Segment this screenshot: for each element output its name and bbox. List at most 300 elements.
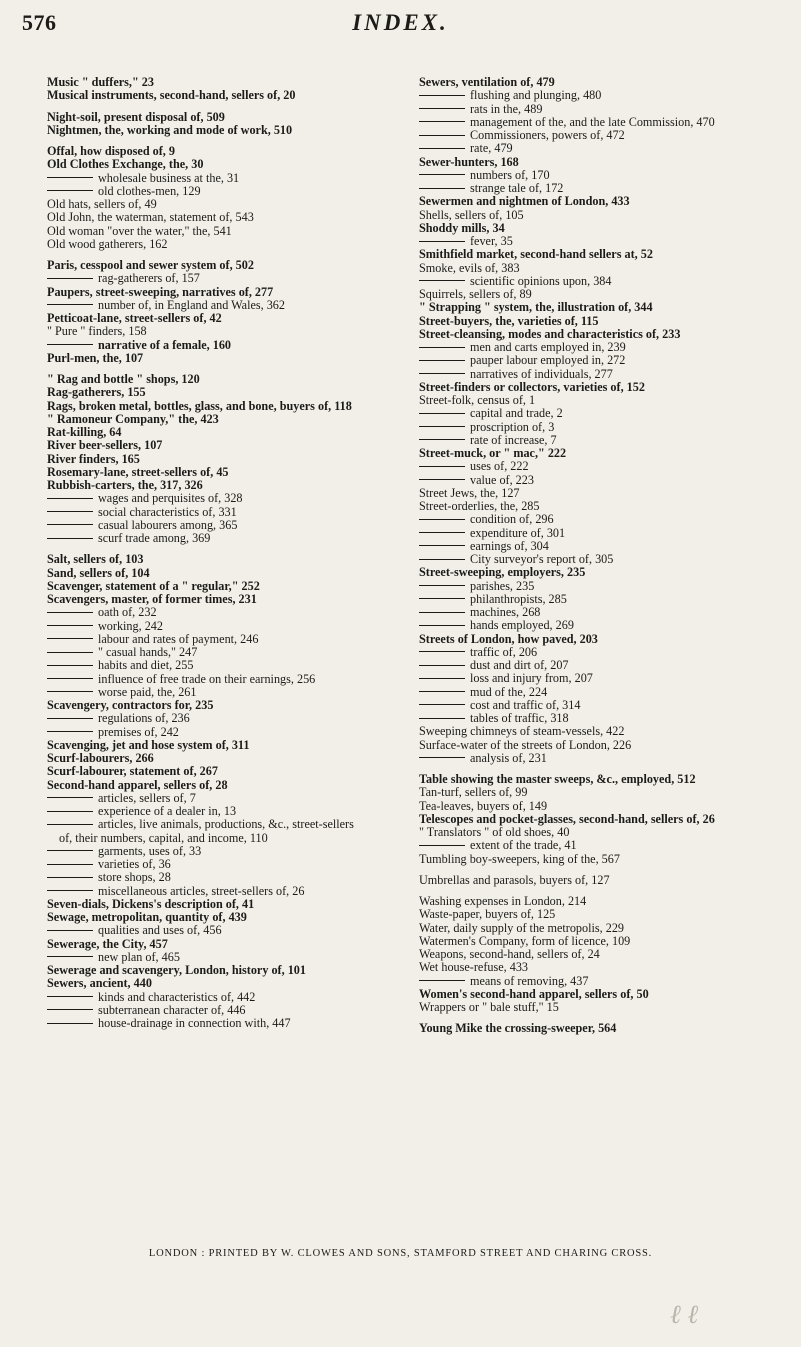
entry-text: Wet house-refuse, 433: [419, 960, 529, 975]
index-subentry: [419, 527, 791, 540]
entry-text: Scurf-labourer, statement of, 267: [47, 764, 218, 779]
entry-text: Sewerage and scavengery, London, history of, 101: [47, 963, 306, 977]
index-entry: [419, 895, 791, 908]
index-subentry: [47, 686, 392, 699]
index-subentry: [47, 712, 392, 725]
entry-text: Street-cleansing, modes and characteristics of, 233: [419, 326, 681, 341]
ditto-dash: [47, 811, 93, 812]
index-subentry: [47, 924, 392, 937]
ditto-dash: [47, 1009, 93, 1010]
index-subentry: [419, 235, 791, 248]
ditto-dash: [47, 652, 93, 653]
entry-text: expenditure of, 301: [470, 525, 566, 540]
index-entry: [419, 209, 791, 222]
entry-text: " Translators " of old shoes, 40: [419, 825, 570, 839]
index-entry: [47, 580, 392, 593]
entry-text: Tumbling boy-sweepers, king of the, 567: [419, 851, 620, 866]
ditto-dash: [47, 524, 93, 525]
index-entry: [419, 988, 791, 1001]
index-subentry: [419, 434, 791, 447]
entry-text: parishes, 235: [470, 578, 535, 593]
index-entry: [47, 158, 392, 171]
index-subentry: [419, 460, 791, 473]
entry-text: Scavenging, jet and hose system of, 311: [47, 737, 250, 752]
index-entry: [47, 373, 392, 386]
entry-text: strange tale of, 172: [470, 181, 564, 195]
entry-text: Telescopes and pocket-glasses, second-hand, sellers of, 26: [419, 811, 715, 826]
index-entry: [47, 124, 392, 137]
index-entry: [47, 964, 392, 977]
entry-text: qualities and uses of, 456: [98, 923, 222, 938]
entry-text: Rag-gatherers, 155: [47, 385, 146, 400]
entry-text: Women's second-hand apparel, sellers of, 50: [419, 986, 649, 1001]
entry-text: Rat-killing, 64: [47, 425, 122, 439]
entry-text: Rosemary-lane, street-sellers of, 45: [47, 464, 229, 479]
index-entry: [419, 853, 791, 866]
index-subentry: [419, 686, 791, 699]
index-entry: [419, 800, 791, 813]
index-subentry: [419, 407, 791, 420]
index-subentry: [47, 339, 392, 352]
entry-text: Street-muck, or " mac," 222: [419, 446, 567, 460]
index-subentry: [47, 673, 392, 686]
ditto-dash: [419, 241, 465, 242]
index-entry: [419, 739, 791, 752]
index-entry: [419, 487, 791, 500]
entry-text: Tea-leaves, buyers of, 149: [419, 798, 548, 813]
index-entry: [47, 765, 392, 778]
ditto-dash: [419, 598, 465, 599]
entry-text: Old woman "over the water," the, 541: [47, 223, 232, 238]
entry-text: number of, in England and Wales, 362: [98, 297, 285, 312]
ditto-dash: [419, 413, 465, 414]
entry-text: Street-finders or collectors, varieties of, 152: [419, 379, 645, 394]
entry-text: Street-sweeping, employers, 235: [419, 565, 586, 580]
entry-text: Seven-dials, Dickens's description of, 41: [47, 896, 255, 911]
index-entry: [47, 286, 392, 299]
entry-text: Umbrellas and parasols, buyers of, 127: [419, 872, 610, 887]
index-entry: [47, 238, 392, 251]
index-subentry: [47, 172, 392, 185]
ditto-dash: [419, 704, 465, 705]
index-subentry: [419, 672, 791, 685]
index-entry: [47, 911, 392, 924]
index-entry: [47, 593, 392, 606]
ditto-dash: [419, 519, 465, 520]
index-entry: [47, 400, 392, 413]
index-entry: [419, 786, 791, 799]
running-title: INDEX.: [352, 10, 449, 35]
index-entry: [47, 898, 392, 911]
entry-text: new plan of, 465: [98, 949, 180, 964]
index-entry: [47, 977, 392, 990]
index-subentry: [419, 129, 791, 142]
index-subentry: [419, 142, 791, 155]
entry-text: Sand, sellers of, 104: [47, 565, 150, 580]
index-entry: [419, 908, 791, 921]
ditto-dash: [47, 498, 93, 499]
ditto-dash: [419, 980, 465, 981]
index-subentry: [419, 752, 791, 765]
ditto-dash: [47, 665, 93, 666]
entry-text: Wrappers or " bale stuff," 15: [419, 1000, 559, 1014]
ditto-dash: [47, 930, 93, 931]
entry-text: Sewers, ventilation of, 479: [419, 75, 555, 89]
entry-text: rate, 479: [470, 141, 513, 156]
index-entry: [419, 156, 791, 169]
entry-text: capital and trade, 2: [470, 406, 563, 421]
entry-text: kinds and characteristics of, 442: [98, 989, 256, 1004]
entry-text: habits and diet, 255: [98, 658, 194, 673]
index-entry: [47, 111, 392, 124]
index-entry: [419, 315, 791, 328]
index-entry: [47, 413, 392, 426]
entry-text: Petticoat-lane, street-sellers of, 42: [47, 311, 222, 325]
ditto-dash: [47, 177, 93, 178]
index-entry: [47, 76, 392, 89]
entry-text: Sweeping chimneys of steam-vessels, 422: [419, 724, 625, 739]
entry-text: machines, 268: [470, 605, 541, 619]
index-entry: [419, 248, 791, 261]
entry-text: traffic of, 206: [470, 644, 538, 659]
entry-text: old clothes-men, 129: [98, 183, 201, 198]
entry-text: Old John, the waterman, statement of, 543: [47, 210, 254, 225]
entry-text: social characteristics of, 331: [98, 504, 237, 519]
entry-text: analysis of, 231: [470, 750, 547, 765]
entry-text: influence of free trade on their earnings, 256: [98, 671, 316, 686]
index-subentry: [47, 659, 392, 672]
ditto-dash: [47, 890, 93, 891]
ditto-dash: [419, 426, 465, 427]
index-entry: [419, 773, 791, 786]
entry-text: Purl-men, the, 107: [47, 350, 144, 365]
ditto-dash: [419, 545, 465, 546]
entry-text: Sewers, ancient, 440: [47, 976, 152, 991]
index-entry: [419, 566, 791, 579]
entry-text: dust and dirt of, 207: [470, 658, 569, 672]
entry-text: Sewer-hunters, 168: [419, 154, 519, 169]
pencil-mark: ℓ ℓ: [670, 1300, 699, 1329]
ditto-dash: [419, 479, 465, 480]
entry-text: casual labourers among, 365: [98, 517, 238, 532]
index-subentry: [419, 275, 791, 288]
ditto-dash: [419, 585, 465, 586]
entry-text: proscription of, 3: [470, 419, 555, 434]
index-column-right: [419, 76, 791, 1036]
index-subentry: [419, 712, 791, 725]
ditto-dash: [419, 559, 465, 560]
entry-text: Second-hand apparel, sellers of, 28: [47, 777, 228, 792]
entry-text: Surface-water of the streets of London, 226: [419, 737, 632, 752]
index-entry: [419, 948, 791, 961]
entry-text: Scavengery, contractors for, 235: [47, 698, 214, 712]
entry-text: " casual hands," 247: [98, 645, 198, 659]
entry-text: Street-buyers, the, varieties of, 115: [419, 313, 599, 328]
index-subentry: [47, 506, 392, 519]
ditto-dash: [47, 638, 93, 639]
ditto-dash: [419, 188, 465, 189]
index-subentry: [419, 341, 791, 354]
entry-text: wages and perquisites of, 328: [98, 491, 243, 506]
entry-text: Squirrels, sellers of, 89: [419, 287, 532, 301]
index-entry: [47, 938, 392, 951]
entry-text: Commissioners, powers of, 472: [470, 128, 625, 142]
entry-text: hands employed, 269: [470, 618, 574, 633]
index-subentry: [47, 1017, 392, 1030]
ditto-dash: [419, 466, 465, 467]
entry-text: management of the, and the late Commission, 470: [470, 114, 715, 129]
index-subentry: [419, 606, 791, 619]
entry-text: regulations of, 236: [98, 711, 190, 726]
index-subentry: [419, 699, 791, 712]
entry-text: Old hats, sellers of, 49: [47, 197, 157, 211]
index-subentry: [419, 839, 791, 852]
ditto-dash: [419, 691, 465, 692]
ditto-dash: [419, 757, 465, 758]
index-entry: [419, 725, 791, 738]
index-entry: [47, 386, 392, 399]
index-entry: [47, 325, 392, 338]
index-entry: [47, 479, 392, 492]
ditto-dash: [47, 956, 93, 957]
ditto-dash: [47, 731, 93, 732]
index-entry: [419, 826, 791, 839]
entry-text: Scurf-labourers, 266: [47, 751, 154, 765]
ditto-dash: [47, 996, 93, 997]
index-entry: [47, 145, 392, 158]
index-entry: [47, 439, 392, 452]
printer-imprint: LONDON : PRINTED BY W. CLOWES AND SONS, STAMFORD STREET AND CHARING CROSS.: [148, 1248, 653, 1259]
index-entry: [419, 394, 791, 407]
index-subentry: [419, 659, 791, 672]
entry-text: articles, live animals, productions, &c., street-sellers: [98, 817, 354, 832]
index-entry: [419, 301, 791, 314]
entry-text: mud of the, 224: [470, 684, 548, 699]
index-entry: [419, 874, 791, 887]
entry-text: City surveyor's report of, 305: [470, 552, 614, 566]
entry-text: pauper labour employed in, 272: [470, 353, 626, 368]
entry-text: Scavengers, master, of former times, 231: [47, 592, 257, 606]
index-entry: [419, 813, 791, 826]
index-subentry: [47, 620, 392, 633]
index-subentry: [419, 619, 791, 632]
index-subentry: [47, 726, 392, 739]
entry-text: Washing expenses in London, 214: [419, 894, 587, 908]
ditto-dash: [47, 691, 93, 692]
ditto-dash: [419, 678, 465, 679]
entry-text: Rags, broken metal, bottles, glass, and bone, buyers of, 118: [47, 398, 352, 413]
ditto-dash: [47, 344, 93, 345]
index-subentry: [47, 871, 392, 884]
index-subentry: [47, 299, 392, 312]
index-entry: [47, 699, 392, 712]
index-subentry: [419, 116, 791, 129]
entry-text: varieties of, 36: [98, 857, 171, 871]
index-subentry: [47, 792, 392, 805]
entry-text: Weapons, second-hand, sellers of, 24: [419, 947, 600, 961]
ditto-dash: [47, 190, 93, 191]
entry-text: Nightmen, the, working and mode of work, 510: [47, 122, 293, 137]
entry-text: " Strapping " system, the, illustration of, 344: [419, 300, 653, 315]
ditto-dash: [47, 678, 93, 679]
entry-text: rats in the, 489: [470, 101, 543, 116]
entry-text: rate of increase, 7: [470, 432, 557, 447]
entry-text: rag-gatherers of, 157: [98, 271, 200, 286]
index-column-left: [47, 76, 392, 1030]
index-entry: [419, 1022, 791, 1035]
index-subentry: [47, 185, 392, 198]
ditto-dash: [47, 278, 93, 279]
index-subentry: [47, 845, 392, 858]
ditto-dash: [419, 108, 465, 109]
index-entry: [419, 262, 791, 275]
entry-text: Offal, how disposed of, 9: [47, 144, 175, 158]
index-entry: [47, 567, 392, 580]
ditto-dash: [419, 625, 465, 626]
ditto-dash: [47, 877, 93, 878]
ditto-dash: [47, 864, 93, 865]
entry-text: Old wood gatherers, 162: [47, 236, 168, 251]
index-subentry: [419, 540, 791, 553]
entry-text: Rubbish-carters, the, 317, 326: [47, 478, 203, 492]
ditto-dash: [47, 612, 93, 613]
index-entry: [419, 76, 791, 89]
index-subentry: [419, 646, 791, 659]
entry-text: Table showing the master sweeps, &c., employed, 512: [419, 772, 696, 786]
index-entry: [47, 426, 392, 439]
entry-text: Paris, cesspool and sewer system of, 502: [47, 258, 254, 272]
entry-text: scientific opinions upon, 384: [470, 273, 612, 288]
index-entry: [47, 832, 392, 845]
entry-text: Sewermen and nightmen of London, 433: [419, 194, 630, 209]
index-subentry: [47, 818, 392, 831]
index-subentry: [419, 513, 791, 526]
index-entry: [47, 259, 392, 272]
entry-text: garments, uses of, 33: [98, 843, 202, 858]
index-entry: [47, 553, 392, 566]
entry-text: Water, daily supply of the metropolis, 229: [419, 920, 625, 935]
index-subentry: [419, 354, 791, 367]
entry-text: Musical instruments, second-hand, sellers of, 20: [47, 88, 296, 103]
entry-text: Paupers, street-sweeping, narratives of, 277: [47, 284, 274, 299]
entry-text: River finders, 165: [47, 451, 140, 466]
ditto-dash: [47, 824, 93, 825]
entry-text: tables of traffic, 318: [470, 711, 569, 725]
index-subentry: [47, 858, 392, 871]
ditto-dash: [419, 845, 465, 846]
index-entry: [419, 381, 791, 394]
entry-text: Watermen's Company, form of licence, 109: [419, 933, 631, 948]
entry-text: worse paid, the, 261: [98, 684, 197, 699]
ditto-dash: [419, 347, 465, 348]
index-entry: [47, 739, 392, 752]
index-subentry: [419, 182, 791, 195]
entry-text: store shops, 28: [98, 870, 171, 885]
entry-text: working, 242: [98, 618, 163, 633]
index-entry: [419, 922, 791, 935]
index-entry: [47, 779, 392, 792]
entry-text: experience of a dealer in, 13: [98, 804, 237, 818]
entry-text: numbers of, 170: [470, 167, 550, 182]
index-entry: [47, 89, 392, 102]
entry-text: oath of, 232: [98, 605, 157, 620]
ditto-dash: [47, 797, 93, 798]
entry-text: fever, 35: [470, 234, 513, 248]
index-subentry: [419, 553, 791, 566]
page-header: [0, 6, 801, 42]
index-subentry: [47, 951, 392, 964]
entry-text: articles, sellers of, 7: [98, 790, 196, 805]
index-subentry: [419, 421, 791, 434]
entry-text: means of removing, 437: [470, 973, 589, 988]
entry-text: Smoke, evils of, 383: [419, 260, 520, 275]
index-subentry: [47, 492, 392, 505]
index-subentry: [47, 606, 392, 619]
entry-text: Street Jews, the, 127: [419, 485, 520, 500]
index-entry: [419, 500, 791, 513]
entry-text: Scavenger, statement of a " regular," 252: [47, 578, 260, 593]
entry-text: Shells, sellers of, 105: [419, 207, 524, 222]
ditto-dash: [419, 360, 465, 361]
index-subentry: [47, 991, 392, 1004]
ditto-dash: [419, 612, 465, 613]
entry-text: condition of, 296: [470, 512, 554, 527]
entry-text: Sewage, metropolitan, quantity of, 439: [47, 910, 247, 924]
entry-text: labour and rates of payment, 246: [98, 631, 259, 646]
index-entry: [47, 752, 392, 765]
ditto-dash: [419, 718, 465, 719]
entry-text: scurf trade among, 369: [98, 531, 211, 545]
entry-text: cost and traffic of, 314: [470, 697, 581, 712]
index-subentry: [419, 593, 791, 606]
ditto-dash: [419, 121, 465, 122]
ditto-dash: [47, 304, 93, 305]
index-entry: [419, 222, 791, 235]
ditto-dash: [419, 280, 465, 281]
index-entry: [419, 961, 791, 974]
entry-text: miscellaneous articles, street-sellers of, 26: [98, 883, 305, 898]
ditto-dash: [419, 373, 465, 374]
index-subentry: [47, 885, 392, 898]
index-entry: [419, 288, 791, 301]
index-subentry: [419, 975, 791, 988]
index-entry: [419, 633, 791, 646]
index-subentry: [47, 1004, 392, 1017]
entry-text: Waste-paper, buyers of, 125: [419, 907, 556, 922]
index-subentry: [419, 103, 791, 116]
index-entry: [47, 198, 392, 211]
index-subentry: [47, 532, 392, 545]
index-entry: [47, 312, 392, 325]
entry-text: Young Mike the crossing-sweeper, 564: [419, 1021, 617, 1036]
index-subentry: [419, 474, 791, 487]
entry-text: wholesale business at the, 31: [98, 170, 240, 185]
ditto-dash: [419, 174, 465, 175]
entry-text: River beer-sellers, 107: [47, 438, 163, 453]
index-entry: [47, 453, 392, 466]
index-subentry: [419, 580, 791, 593]
index-subentry: [419, 169, 791, 182]
index-entry: [419, 935, 791, 948]
entry-text: subterranean character of, 446: [98, 1002, 246, 1017]
ditto-dash: [47, 1023, 93, 1024]
ditto-dash: [47, 511, 93, 512]
index-entry: [47, 211, 392, 224]
entry-text: Smithfield market, second-hand sellers at, 52: [419, 247, 653, 262]
entry-text: earnings of, 304: [470, 538, 549, 553]
entry-text: value of, 223: [470, 472, 534, 487]
entry-text: house-drainage in connection with, 447: [98, 1016, 291, 1030]
